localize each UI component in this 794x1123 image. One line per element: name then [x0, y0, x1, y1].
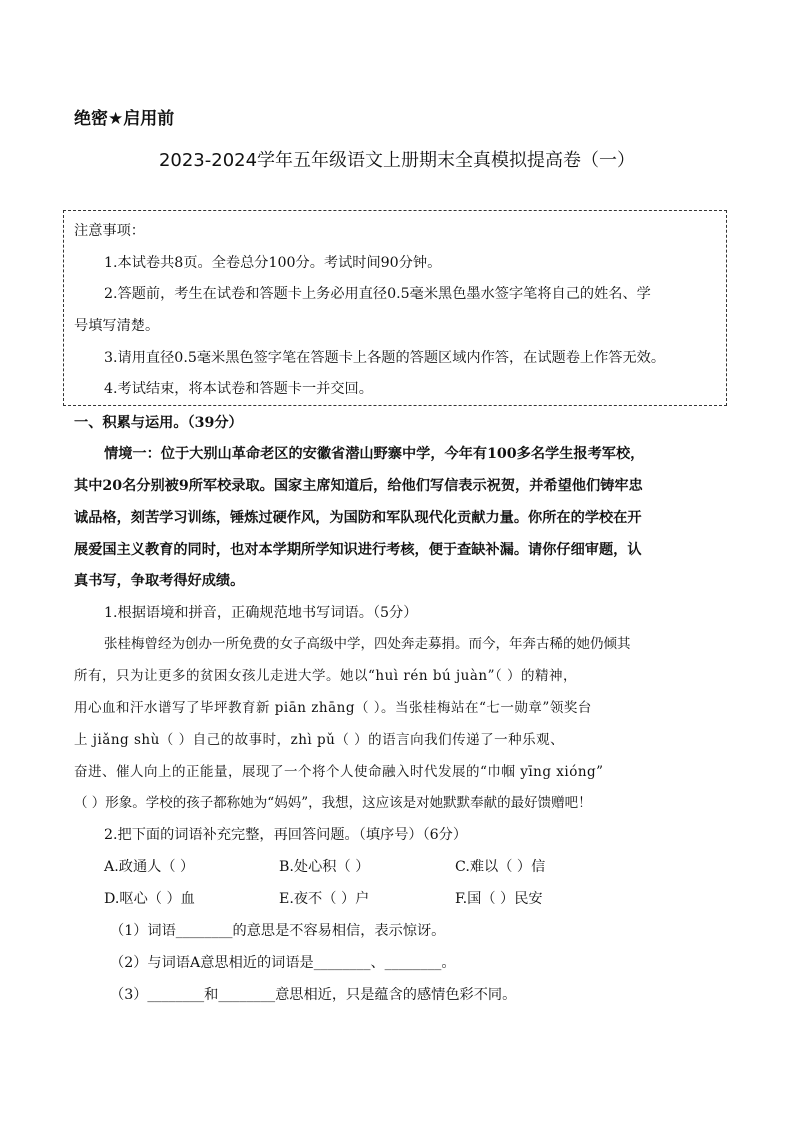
confidential-mark: 绝密★启用前	[74, 109, 175, 129]
notice-heading: 注意事项：	[74, 223, 145, 239]
scenario-line: 诚品格，刻苦学习训练，锤炼过硬作风，为国防和军队现代化贡献力量。你所在的学校在开	[74, 510, 642, 526]
sub-question-3: （3）________和________意思相近，只是蕴含的感情色彩不同。	[110, 987, 517, 1003]
page-title: 2023-2024学年五年级语文上册期末全真模拟提高卷（一）	[158, 150, 636, 171]
scenario-line: 展爱国主义教育的同时，也对本学期所学知识进行考核，便于查缺补漏。请你仔细审题，认	[74, 542, 642, 558]
option-c: C.难以（ ）信	[455, 859, 546, 875]
passage-line: 奋进、催人向上的正能量，展现了一个将个人使命融入时代发展的“巾帼 yīng xióng”	[74, 764, 604, 780]
notice-item-3: 3.请用直径0.5毫米黑色签字笔在答题卡上各题的答题区域内作答，在试题卷上作答无效。	[104, 350, 666, 366]
option-d: D.呕心（ ）血	[104, 891, 195, 907]
section-heading: 一、积累与运用。（39分）	[74, 415, 243, 431]
sub-question-2: （2）与词语A意思相近的词语是________、________。	[110, 955, 456, 971]
passage-line: （ ）形象。学校的孩子都称她为“妈妈”，我想，这应该是对她默默奉献的最好馈赠吧！	[74, 795, 592, 811]
option-a: A.政通人（ ）	[104, 859, 195, 875]
scenario-line: 真书写，争取考得好成绩。	[74, 573, 245, 589]
option-f: F.国（ ）民安	[455, 891, 543, 907]
notice-item-2-cont: 号填写清楚。	[74, 318, 160, 334]
passage-line: 张桂梅曾经为创办一所免费的女子高级中学，四处奔走募捐。而今，年奔古稀的她仍倾其	[104, 636, 631, 652]
sub-question-1: （1）词语________的意思是不容易相信，表示惊讶。	[110, 923, 446, 939]
passage-line: 用心血和汗水谱写了毕坪教育新 piān zhāng（ ）。当张桂梅站在“七一勋章”领奖台	[74, 700, 592, 716]
passage-line: 上 jiǎng shù（ ）自己的故事时，zhì pǔ（ ）的语言向我们传递了一种乐观、	[74, 732, 565, 748]
scenario-line: 情境一：位于大别山革命老区的安徽省潜山野寨中学，今年有100多名学生报考军校，	[104, 446, 645, 462]
question-2-stem: 2.把下面的词语补充完整，再回答问题。（填序号）（6分）	[104, 827, 468, 843]
option-b: B.处心积（ ）	[279, 859, 370, 875]
question-1-stem: 1.根据语境和拼音，正确规范地书写词语。（5分）	[104, 605, 418, 621]
notice-item-1: 1.本试卷共8页。全卷总分100分。考试时间90分钟。	[104, 255, 442, 271]
notice-item-4: 4.考试结束，将本试卷和答题卡一并交回。	[104, 381, 373, 397]
notice-box	[63, 210, 727, 406]
scenario-line: 其中20名分别被9所军校录取。国家主席知道后，给他们写信表示祝贺，并希望他们铸牢忠	[74, 478, 643, 494]
passage-line: 所有，只为让更多的贫困女孩儿走进大学。她以“huì rén bú juàn”（ ）的精神，	[74, 668, 578, 684]
notice-item-2: 2.答题前，考生在试卷和答题卡上务必用直径0.5毫米黑色墨水签字笔将自己的姓名、学	[104, 286, 651, 302]
option-e: E.夜不（ ）户	[279, 891, 370, 907]
